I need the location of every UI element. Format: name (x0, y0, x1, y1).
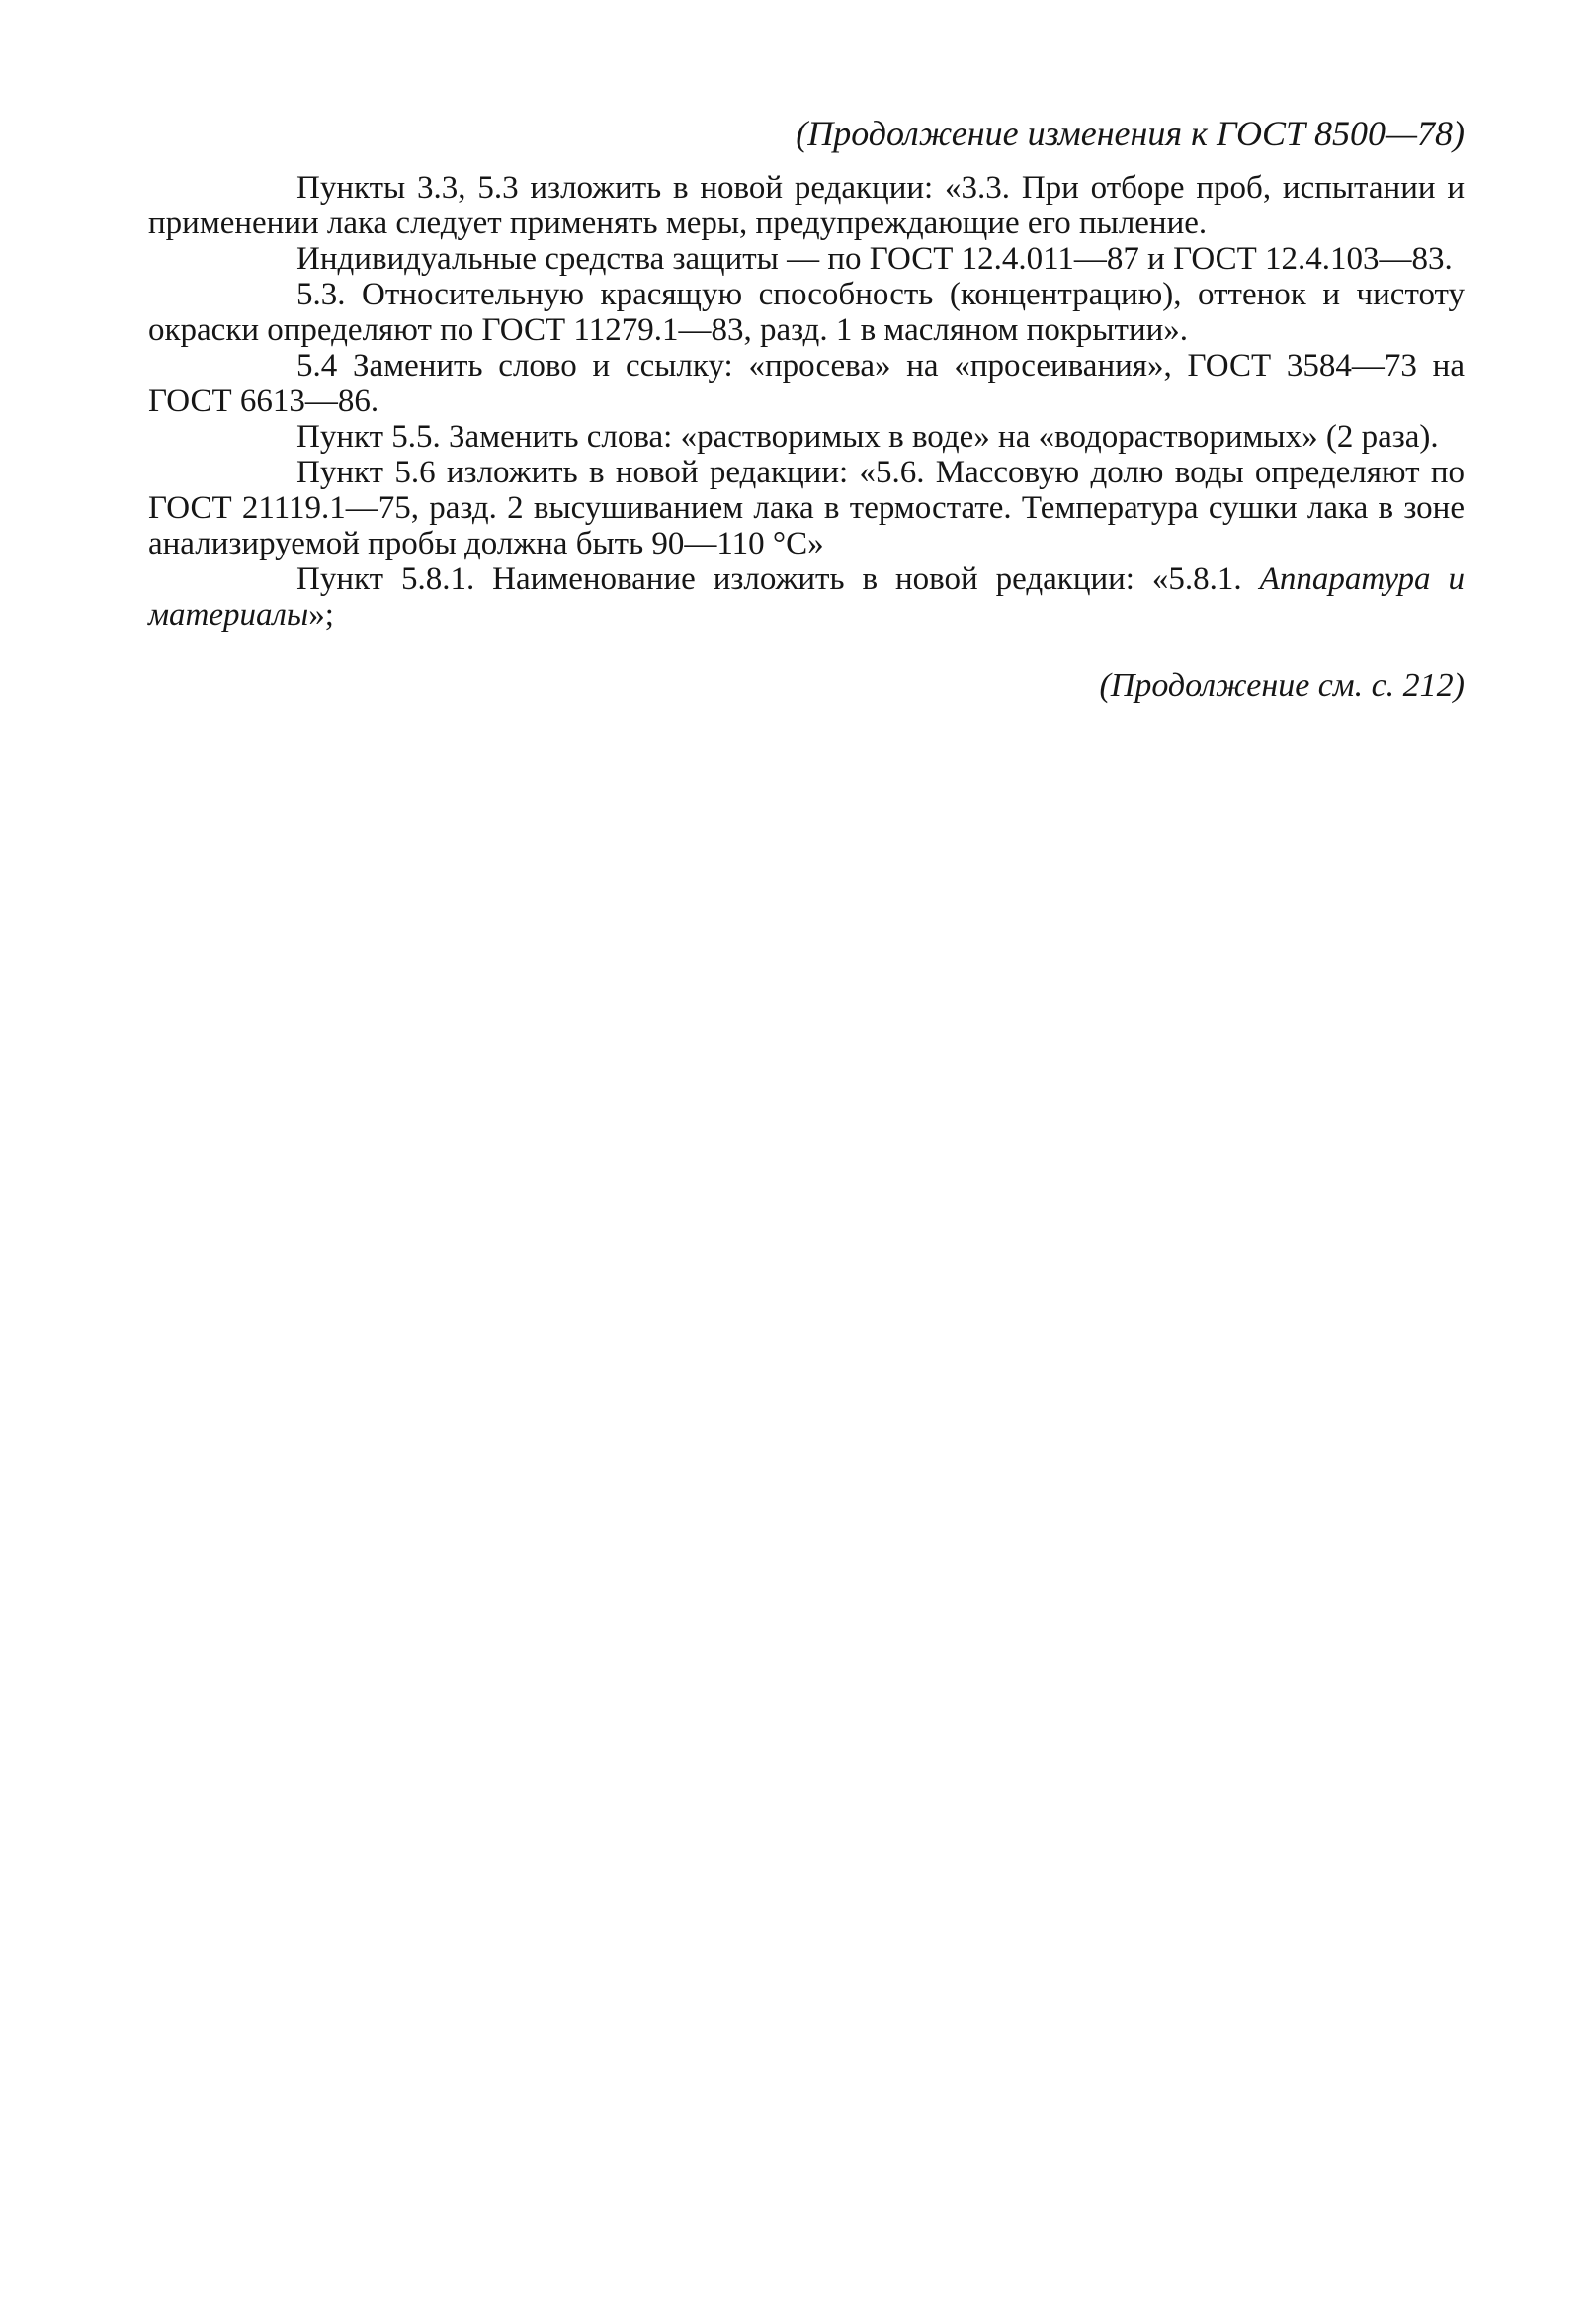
paragraph-7-suffix: »; (308, 597, 334, 633)
paragraph-1: Пункты 3.3, 5.3 изложить в новой редакции: «3.3. При отборе проб, испытании и применении лака следует применять меры, предупреждающие его пыление. (148, 170, 1465, 241)
paragraph-7 (148, 561, 1465, 633)
continuation-footer: (Продолжение см. с. 212) (1099, 667, 1465, 704)
document-page (148, 111, 1465, 708)
paragraph-5: Пункт 5.5. Заменить слова: «растворимых в воде» на «водорастворимых» (2 раза). (296, 419, 1439, 455)
paragraph-4: 5.4 Заменить слово и ссылку: «просева» на «просеивания», ГОСТ 3584—73 на ГОСТ 6613—86. (148, 348, 1465, 419)
paragraph-7-italic: Аппаратура и материалы (148, 561, 1465, 633)
paragraph-7-prefix: Пункт 5.8.1. Наименование изложить в новой редакции: «5.8.1. (296, 561, 1260, 597)
document-body (148, 170, 1465, 633)
paragraph-3: 5.3. Относительную красящую способность (концентрацию), оттенок и чистоту окраски определяют по ГОСТ 11279.1—83, разд. 1 в масляном покрытии». (148, 277, 1465, 348)
paragraph-2: Индивидуальные средства защиты — по ГОСТ 12.4.011—87 и ГОСТ 12.4.103—83. (296, 241, 1453, 277)
paragraph-6: Пункт 5.6 изложить в новой редакции: «5.6. Массовую долю воды определяют по ГОСТ 21119.1—75, разд. 2 высушиванием лака в термостате. Температура сушки лака в зоне анализируемой пробы должна быть 90—110 °С» (148, 455, 1465, 561)
continuation-header: (Продолжение изменения к ГОСТ 8500—78) (796, 114, 1465, 153)
